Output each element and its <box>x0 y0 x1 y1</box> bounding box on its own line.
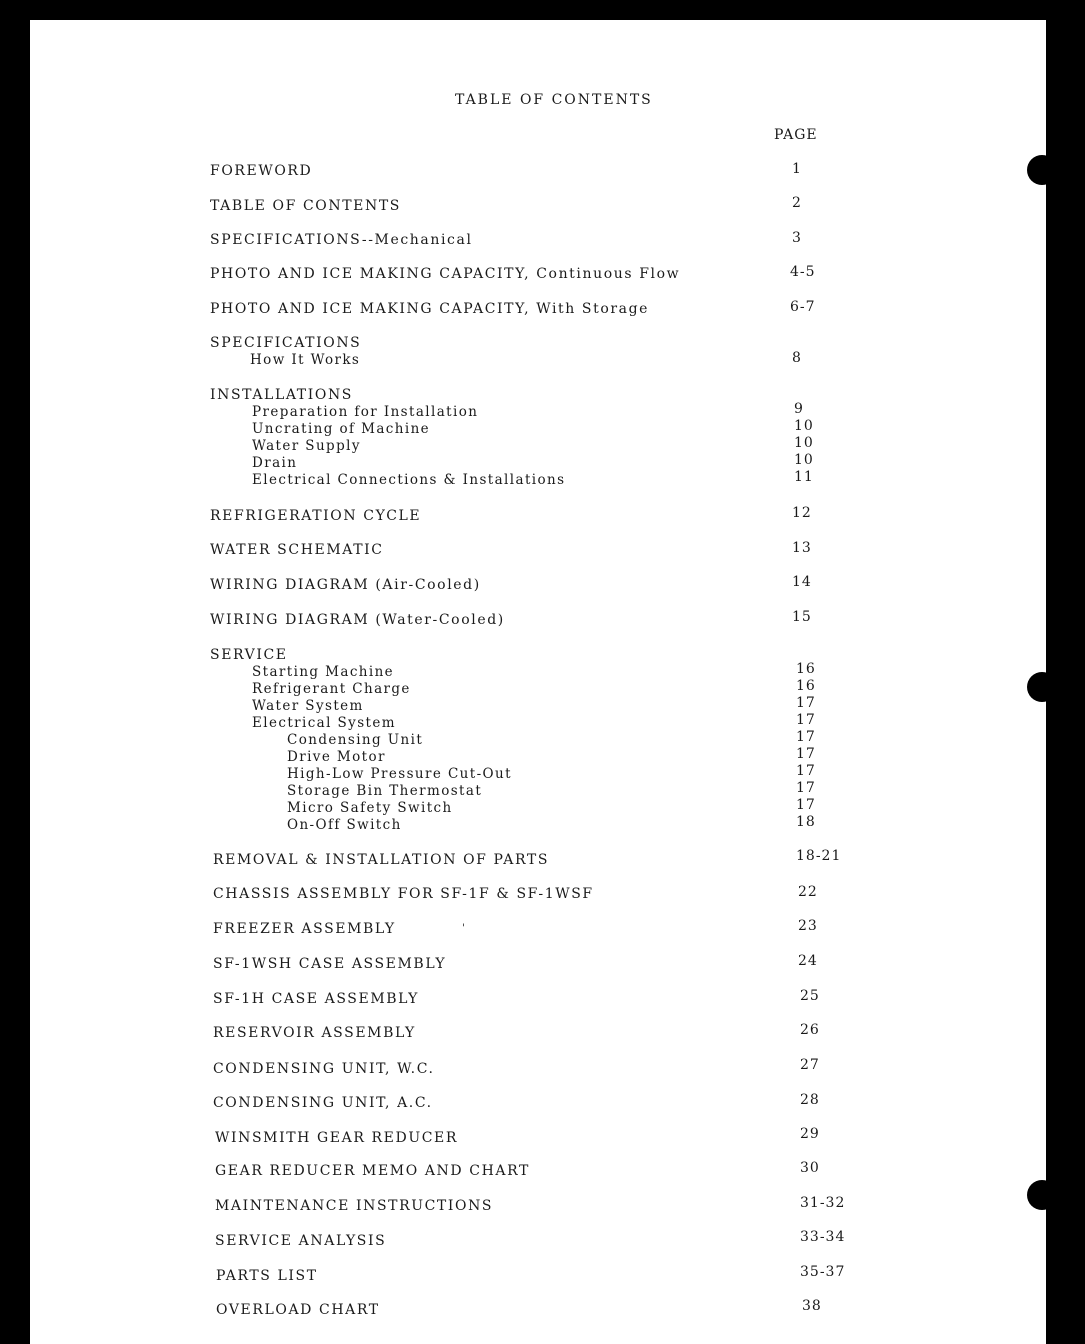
toc-subentry-label: Electrical Connections & Installations <box>252 472 566 488</box>
toc-entry-page: 38 <box>802 1298 822 1314</box>
toc-entry-label: REMOVAL & INSTALLATION OF PARTS <box>213 852 550 868</box>
toc-entry-page: 26 <box>800 1022 820 1038</box>
toc-title: TABLE OF CONTENTS <box>455 92 653 108</box>
toc-subentry-label: On-Off Switch <box>287 817 402 833</box>
toc-entry-label: GEAR REDUCER MEMO AND CHART <box>215 1163 530 1179</box>
toc-entry-label: WIRING DIAGRAM (Air-Cooled) <box>210 577 481 593</box>
toc-entry-label: FREEZER ASSEMBLY <box>213 921 396 937</box>
toc-entry-page: 11 <box>794 469 814 485</box>
toc-entry-page: 23 <box>798 918 818 934</box>
toc-entry-label: PHOTO AND ICE MAKING CAPACITY, With Storage <box>210 301 650 317</box>
toc-entry-page: 29 <box>800 1126 820 1142</box>
toc-subentry-label: Water Supply <box>252 438 361 454</box>
toc-entry-page: 17 <box>796 712 816 728</box>
toc-entry-label: CONDENSING UNIT, W.C. <box>213 1061 435 1077</box>
toc-entry-label: REFRIGERATION CYCLE <box>210 508 422 524</box>
toc-entry-page: 17 <box>796 780 816 796</box>
toc-subentry-label: High-Low Pressure Cut-Out <box>287 766 512 782</box>
toc-entry-page: 17 <box>796 763 816 779</box>
toc-entry-page: 31-32 <box>800 1195 846 1211</box>
toc-entry-label: PARTS LIST <box>216 1268 318 1284</box>
page-column-header: PAGE <box>774 127 818 143</box>
toc-entry-page: 35-37 <box>800 1264 846 1280</box>
toc-entry-page: 18 <box>796 814 816 830</box>
toc-entry-label: SERVICE ANALYSIS <box>215 1233 387 1249</box>
toc-entry-label: SF-1H CASE ASSEMBLY <box>213 991 419 1007</box>
toc-entry-page: 3 <box>792 230 802 246</box>
toc-entry-page: 14 <box>792 574 812 590</box>
toc-entry-page: 10 <box>794 435 814 451</box>
toc-entry-page: 18-21 <box>796 848 842 864</box>
toc-entry-page: 13 <box>792 540 812 556</box>
toc-entry-label: CHASSIS ASSEMBLY FOR SF-1F & SF-1WSF <box>213 886 594 902</box>
toc-entry-label: WIRING DIAGRAM (Water-Cooled) <box>210 612 505 628</box>
toc-section-heading: SPECIFICATIONS <box>210 335 362 351</box>
toc-entry-page: 4-5 <box>790 264 816 280</box>
toc-subentry-label: How It Works <box>250 352 361 368</box>
toc-entry-page: 10 <box>794 452 814 468</box>
toc-entry-page: 17 <box>796 797 816 813</box>
toc-entry-page: 30 <box>800 1160 820 1176</box>
toc-entry-label: RESERVOIR ASSEMBLY <box>213 1025 416 1041</box>
toc-section-heading: INSTALLATIONS <box>210 387 353 403</box>
toc-subentry-label: Drive Motor <box>287 749 386 765</box>
binder-hole <box>1027 155 1057 185</box>
toc-entry-label: PHOTO AND ICE MAKING CAPACITY, Continuous Flow <box>210 266 681 282</box>
toc-subentry-label: Refrigerant Charge <box>252 681 411 697</box>
toc-entry-page: 17 <box>796 695 816 711</box>
toc-subentry-label: Starting Machine <box>252 664 395 680</box>
toc-entry-page: 1 <box>792 161 802 177</box>
toc-subentry-label: Storage Bin Thermostat <box>287 783 483 799</box>
toc-entry-page: 22 <box>798 884 818 900</box>
toc-entry-page: 25 <box>800 988 820 1004</box>
toc-entry-page: 24 <box>798 953 818 969</box>
toc-entry-label: SPECIFICATIONS--Mechanical <box>210 232 473 248</box>
toc-subentry-label: Micro Safety Switch <box>287 800 453 816</box>
toc-entry-page: 9 <box>794 401 804 417</box>
toc-entry-page: 16 <box>796 678 816 694</box>
toc-entry-page: 17 <box>796 746 816 762</box>
toc-subentry-label: Condensing Unit <box>287 732 424 748</box>
binder-hole <box>1027 1180 1057 1210</box>
toc-entry-label: TABLE OF CONTENTS <box>210 198 401 214</box>
toc-entry-page: 12 <box>792 505 812 521</box>
toc-entry-page: 8 <box>792 350 802 366</box>
toc-entry-page: 10 <box>794 418 814 434</box>
stray-mark: ' <box>462 923 465 934</box>
toc-entry-page: 27 <box>800 1057 820 1073</box>
toc-subentry-label: Water System <box>252 698 364 714</box>
toc-entry-page: 33-34 <box>800 1229 846 1245</box>
toc-subentry-label: Preparation for Installation <box>252 404 479 420</box>
toc-entry-page: 28 <box>800 1092 820 1108</box>
toc-entry-label: WINSMITH GEAR REDUCER <box>215 1130 458 1146</box>
toc-subentry-label: Drain <box>252 455 298 471</box>
binder-hole <box>1027 672 1057 702</box>
toc-entry-page: 15 <box>792 609 812 625</box>
toc-entry-page: 6-7 <box>790 299 816 315</box>
toc-entry-label: MAINTENANCE INSTRUCTIONS <box>215 1198 494 1214</box>
toc-entry-label: FOREWORD <box>210 163 313 179</box>
toc-entry-page: 16 <box>796 661 816 677</box>
toc-entry-label: SF-1WSH CASE ASSEMBLY <box>213 956 447 972</box>
toc-subentry-label: Uncrating of Machine <box>252 421 431 437</box>
document-page <box>30 20 1046 1344</box>
toc-entry-page: 2 <box>792 195 802 211</box>
toc-section-heading: SERVICE <box>210 647 288 663</box>
toc-entry-page: 17 <box>796 729 816 745</box>
toc-entry-label: OVERLOAD CHART <box>216 1302 380 1318</box>
toc-subentry-label: Electrical System <box>252 715 396 731</box>
toc-entry-label: WATER SCHEMATIC <box>210 542 384 558</box>
toc-entry-label: CONDENSING UNIT, A.C. <box>213 1095 433 1111</box>
